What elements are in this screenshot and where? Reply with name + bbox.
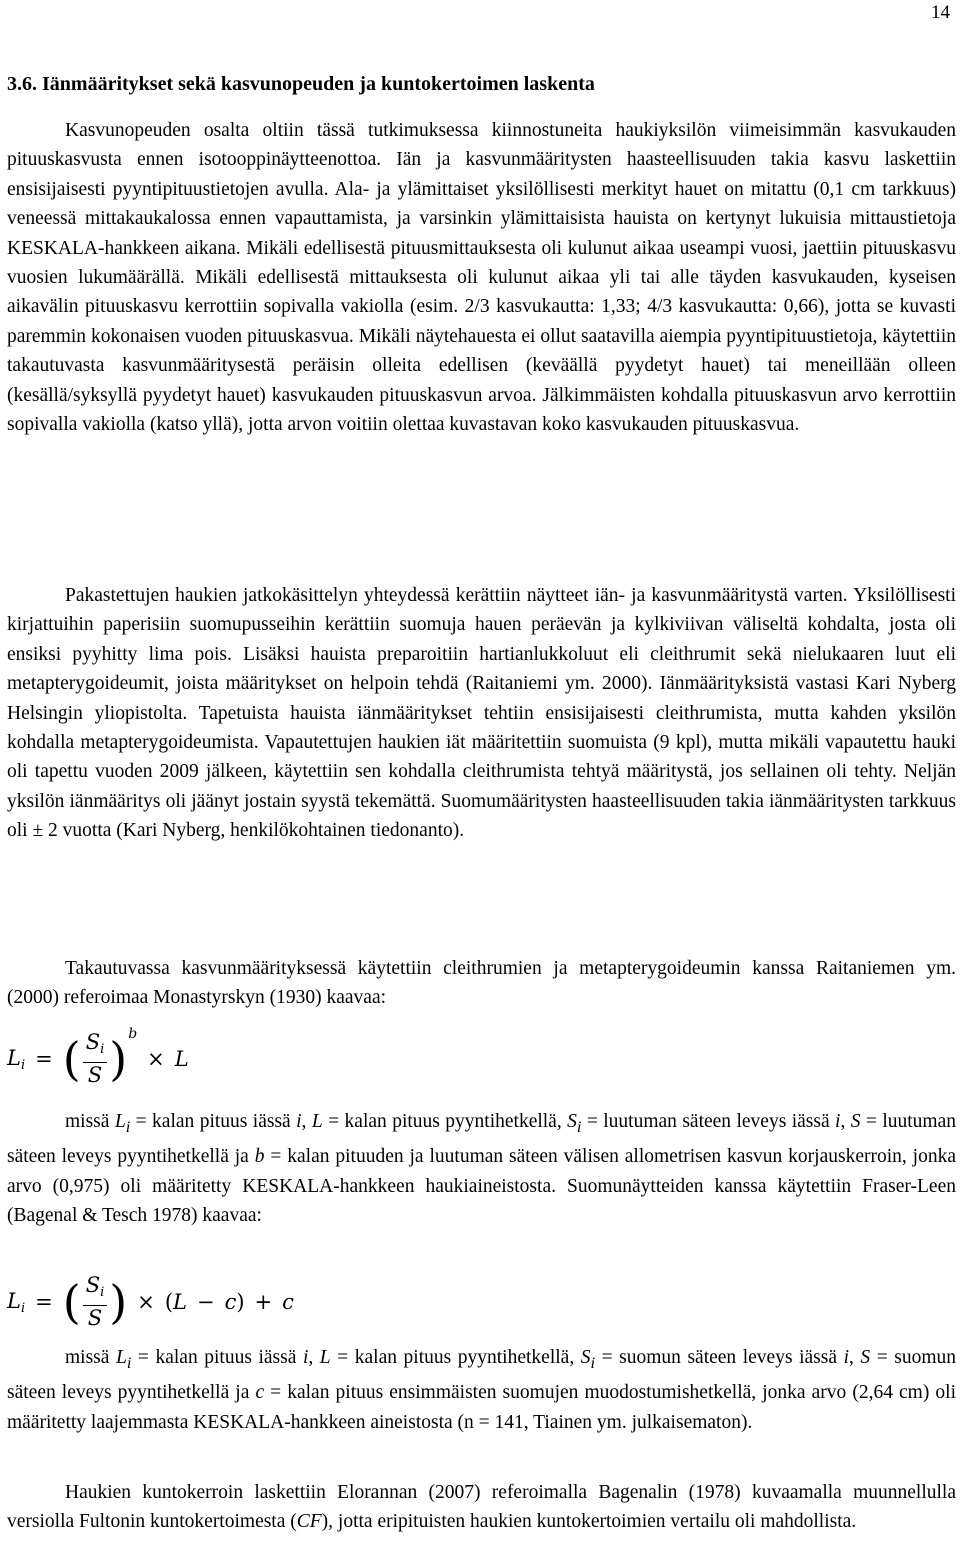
- formula-symbol: $L_i$: [7, 1045, 26, 1073]
- paragraph-formula2-legend: missä $L_i$ = kalan pituus iässä i, L = kalan pituus pyyntihetkellä, $S_i$ = suomun säteen leveys iässä i, S = suomun säteen leveys pyyntihetkellä ja c = kalan pituus ensimmäisten suomujen muodostumishetkellä, jonka arvo (2,64 cm) oli määritetty laajemmasta KESKALA-hankkeen aineistosta (n = 141, Tiainen ym. julkaisematon).: [7, 1347, 957, 1433]
- times-sign: ×: [147, 1047, 165, 1071]
- exponent: b: [128, 1026, 138, 1042]
- fraction-numerator: $S_i$: [83, 1030, 108, 1063]
- fraction: [83, 1030, 108, 1088]
- left-paren: (: [62, 1275, 81, 1329]
- times-sign: ×: [137, 1290, 155, 1314]
- paren-close: ): [236, 1290, 245, 1314]
- formula-fraser-lee: [7, 1273, 294, 1331]
- paragraph-growth-rate: Kasvunopeuden osalta oltiin tässä tutkimuksessa kiinnostuneita haukiyksilön viimeisimmän kasvukauden pituuskasvusta ennen isotooppinäytteenottoa. Iän ja kasvunmääritysten haasteellisuuden takia kasvu laskettiin ensisijaisesti pyyntipituustietojen avulla. Ala- ja ylämittaiset yksilöllisesti merkityt hauet on mitattu (0,1 cm tarkkuus) veneessä mittakaukalossa ennen vapauttamista, ja varsinkin ylämittaisista hauista on kertynyt lukuisia mittaustietoja KESKALA-hankkeen aikana. Mikäli edellisestä pituusmittauksesta oli kulunut aikaa useampi vuosi, jaettiin pituuskasvu vuosien lukumäärällä. Mikäli edellisestä mittauksesta oli kulunut aikaa yli tai alle täyden kasvukauden, kyseisen aikavälin pituuskasvu kerrottiin sopivalla vakiolla (esim. 2/3 kasvukautta: 1,33; 4/3 kasvukautta: 0,66), jotta se kuvasti paremmin kokonaisen vuoden pituuskasvua. Mikäli näytehauesta ei ollut saatavilla aiempia pyyntipituustietoja, käytettiin takautuvasta kasvunmääritysestä peräisin olleita edellisen (keväällä pyydetyt hauet) tai meneillään olleen (kesällä/syksyllä pyydetyt hauet) kasvukauden pituuskasvun arvoa. Jälkimmäisten kohdalla pituuskasvun arvo kerrottiin sopivalla vakiolla (katso yllä), jotta arvon voitiin olettaa kuvastavan koko kasvukauden pituuskasvua.: [7, 120, 956, 436]
- fraction-denominator: S: [87, 1306, 103, 1330]
- paragraph-back-calculation-intro: Takautuvassa kasvunmäärityksessä käytettiin cleithrumien ja metapterygoideumin kanssa Raitaniemen ym. (2000) referoimaa Monastyrskyn (1930) kaavaa:: [7, 958, 956, 1009]
- minus-sign: −: [196, 1290, 215, 1314]
- formula-symbol: c: [224, 1290, 237, 1314]
- formula-monastyrsky: [7, 1026, 189, 1088]
- left-paren: (: [62, 1032, 81, 1086]
- formula-symbol: L: [174, 1047, 189, 1071]
- formula-symbol: $L_i$: [7, 1288, 26, 1316]
- section-heading: 3.6. Iänmääritykset sekä kasvunopeuden ja kuntokertoimen laskenta: [7, 73, 595, 95]
- equals-sign: =: [35, 1290, 53, 1314]
- fraction: [83, 1273, 108, 1331]
- fraction-numerator: $S_i$: [83, 1273, 108, 1306]
- paragraph-age-determination: Pakastettujen haukien jatkokäsittelyn yhteydessä kerättiin näytteet iän- ja kasvunmääritystä varten. Yksilöllisesti kirjattuihin paperisiin suomupusseihin kerättiin suomuja hauen peräevän ja kylkiviivan väliseltä kohdalta, josta oli ensiksi pyyhitty lima pois. Lisäksi hauista preparoitiin hartianlukkoluut eli cleithrumit sekä nielukaaren luut eli metapterygoideumit, joista määritykset on helpoin tehdä (Raitaniemi ym. 2000). Iänmäärityksistä vastasi Kari Nyberg Helsingin yliopistolta. Tapetuista hauista iänmääritykset tehtiin ensisijaisesti cleithrumista, mutta kahden yksilön kohdalla metapterygoideumista. Vapautettujen haukien iät määritettiin suomuista (9 kpl), mutta mikäli vapautettu hauki oli tapettu vuoden 2009 jälkeen, käytettiin sen kohdalla cleithrumista tehtyä määritystä, jos sellainen oli tehty. Neljän yksilön iänmääritys oli jäänyt jostain syystä tekemättä. Suomumääritysten haasteellisuuden takia iänmääritysten tarkkuus oli ± 2 vuotta (Kari Nyberg, henkilökohtainen tiedonanto).: [7, 585, 956, 842]
- right-paren: ): [109, 1032, 128, 1086]
- fraction-denominator: S: [87, 1063, 103, 1087]
- plus-sign: +: [254, 1290, 273, 1314]
- paren-open: (: [164, 1290, 174, 1314]
- paragraph-condition-factor: Haukien kuntokerroin laskettiin Elorannan (2007) referoimalla Bagenalin (1978) kuvaamalla muunnellulla versiolla Fultonin kuntokertoimesta (CF), jotta eripituisten haukien kuntokertoimien vertailu oli mahdollista.: [7, 1482, 956, 1533]
- equals-sign: =: [35, 1047, 53, 1071]
- page-number: 14: [931, 2, 950, 23]
- formula-symbol: c: [282, 1290, 294, 1314]
- formula-symbol: L: [173, 1290, 187, 1314]
- paragraph-formula1-legend: missä $L_i$ = kalan pituus iässä i, L = kalan pituus pyyntihetkellä, $S_i$ = luutuman säteen leveys iässä i, S = luutuman säteen leveys pyyntihetkellä ja b = kalan pituuden ja luutuman säteen välisen allometrisen kasvun korjauskerroin, jonka arvo (0,975) oli määritetty KESKALA-hankkeen haukiaineistosta. Suomunäytteiden kanssa käytettiin Fraser-Leen (Bagenal & Tesch 1978) kaavaa:: [7, 1111, 956, 1227]
- right-paren: ): [109, 1275, 128, 1329]
